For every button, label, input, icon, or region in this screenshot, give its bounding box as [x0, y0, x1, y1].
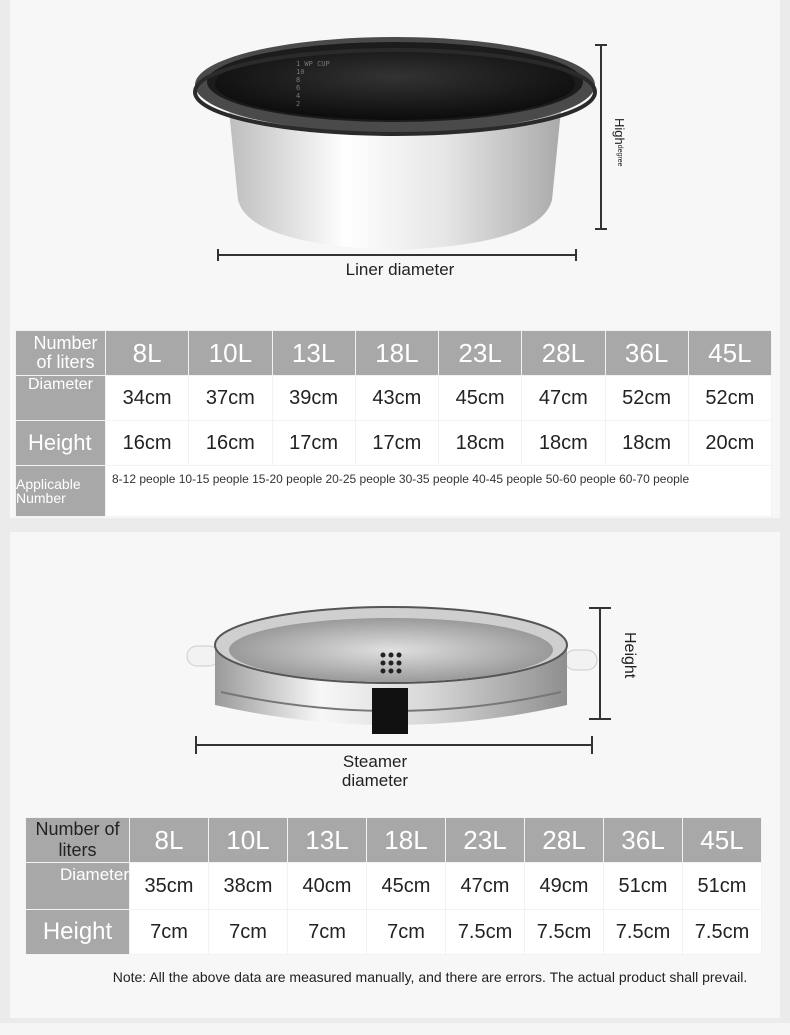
table1-cell: 45cm — [439, 376, 522, 421]
liner-height-line — [600, 45, 602, 229]
table1-cell: 20cm — [688, 421, 771, 466]
table2-header-row — [26, 818, 762, 863]
table2-cell: 7cm — [367, 910, 446, 955]
liner-height-cap-top — [595, 44, 607, 46]
liner-diameter-cap-left — [217, 249, 219, 261]
table2-row-label-height: Height — [26, 910, 130, 955]
table1-cell: 39cm — [272, 376, 355, 421]
liner-pot-image — [190, 30, 600, 260]
table1-row-diameter — [16, 376, 772, 421]
table1-col-45l: 45L — [688, 331, 771, 376]
table2-cell: 7.5cm — [446, 910, 525, 955]
table1-applicable-text: 8-12 people 10-15 people 15-20 people 20-25 people 30-35 people 40-45 people 50-60 people 60-70 people — [106, 466, 772, 517]
table1-row-applicable — [16, 466, 772, 517]
table2-row-label-diameter: Diameter — [26, 863, 130, 910]
steamer-diameter-cap-left — [195, 736, 197, 754]
liner-height-label-small: degree — [616, 144, 623, 167]
table1-row-label-applicable: Applicable Number — [16, 466, 106, 517]
table2-cell: 40cm — [288, 863, 367, 910]
table2-col-8l: 8L — [130, 818, 209, 863]
cup-mark-2: 8 — [296, 76, 301, 84]
table2-cell: 7cm — [130, 910, 209, 955]
steamer-height-cap-top — [589, 607, 611, 609]
cup-marks — [296, 60, 346, 110]
table2-col-13l: 13L — [288, 818, 367, 863]
table2-col-45l: 45L — [683, 818, 762, 863]
liner-height-label — [612, 118, 630, 167]
table1-row-height — [16, 421, 772, 466]
table1-col-8l: 8L — [106, 331, 189, 376]
table2-cell: 51cm — [683, 863, 762, 910]
table2-col-36l: 36L — [604, 818, 683, 863]
table1-cell: 37cm — [189, 376, 272, 421]
liner-diameter-cap-right — [575, 249, 577, 261]
table2-cell: 51cm — [604, 863, 683, 910]
cup-mark-4: 4 — [296, 92, 301, 100]
table1-header-row — [16, 331, 772, 376]
measurement-note: Note: All the above data are measured manually, and there are errors. The actual product shall prevail. — [112, 969, 748, 985]
table2-cell: 7.5cm — [683, 910, 762, 955]
table2-cell: 7cm — [288, 910, 367, 955]
table1-col-18l: 18L — [355, 331, 438, 376]
table1-row-label-diameter: Diameter — [16, 376, 106, 421]
table1-col-23l: 23L — [439, 331, 522, 376]
liner-diameter-line — [218, 254, 576, 256]
cup-mark-3: 6 — [296, 84, 301, 92]
table1-col-10l: 10L — [189, 331, 272, 376]
table1-cell: 16cm — [106, 421, 189, 466]
cup-mark-0: 1 WP CUP — [296, 60, 330, 68]
table1-cell: 43cm — [355, 376, 438, 421]
table1-cell: 52cm — [605, 376, 688, 421]
table2-row-height — [26, 910, 762, 955]
steamer-height-line — [599, 608, 601, 719]
liner-height-cap-bottom — [595, 228, 607, 230]
steamer-image — [185, 600, 600, 745]
liner-spec-table — [15, 330, 772, 517]
table2-cell: 38cm — [209, 863, 288, 910]
table1-header-label: Number of liters — [16, 331, 106, 376]
cup-mark-5: 2 — [296, 100, 301, 108]
steamer-spec-table — [25, 817, 762, 955]
table2-col-18l: 18L — [367, 818, 446, 863]
table2-cell: 49cm — [525, 863, 604, 910]
table2-col-10l: 10L — [209, 818, 288, 863]
table1-cell: 34cm — [106, 376, 189, 421]
table1-col-28l: 28L — [522, 331, 605, 376]
table2-row-diameter — [26, 863, 762, 910]
table1-cell: 52cm — [688, 376, 771, 421]
table1-col-13l: 13L — [272, 331, 355, 376]
liner-height-label-main: High — [612, 118, 627, 145]
table2-cell: 45cm — [367, 863, 446, 910]
table1-col-36l: 36L — [605, 331, 688, 376]
steamer-height-cap-bottom — [589, 718, 611, 720]
steamer-diameter-label: Steamer diameter — [341, 752, 409, 790]
table2-cell: 7.5cm — [604, 910, 683, 955]
steamer-diameter-cap-right — [591, 736, 593, 754]
table2-col-23l: 23L — [446, 818, 525, 863]
table2-col-28l: 28L — [525, 818, 604, 863]
table2-cell: 7.5cm — [525, 910, 604, 955]
table1-row-label-height: Height — [16, 421, 106, 466]
liner-diameter-label: Liner diameter — [345, 260, 455, 279]
table1-cell: 18cm — [439, 421, 522, 466]
cup-mark-1: 10 — [296, 68, 305, 76]
bottom-strip — [0, 1023, 790, 1035]
table2-cell: 47cm — [446, 863, 525, 910]
steamer-diameter-line — [196, 744, 592, 746]
table1-cell: 18cm — [522, 421, 605, 466]
table1-cell: 17cm — [355, 421, 438, 466]
table2-cell: 35cm — [130, 863, 209, 910]
table1-cell: 17cm — [272, 421, 355, 466]
table2-cell: 7cm — [209, 910, 288, 955]
table2-header-label: Number of liters — [26, 818, 130, 863]
table1-cell: 47cm — [522, 376, 605, 421]
steamer-height-label: Height — [621, 632, 638, 679]
table1-cell: 16cm — [189, 421, 272, 466]
table1-cell: 18cm — [605, 421, 688, 466]
